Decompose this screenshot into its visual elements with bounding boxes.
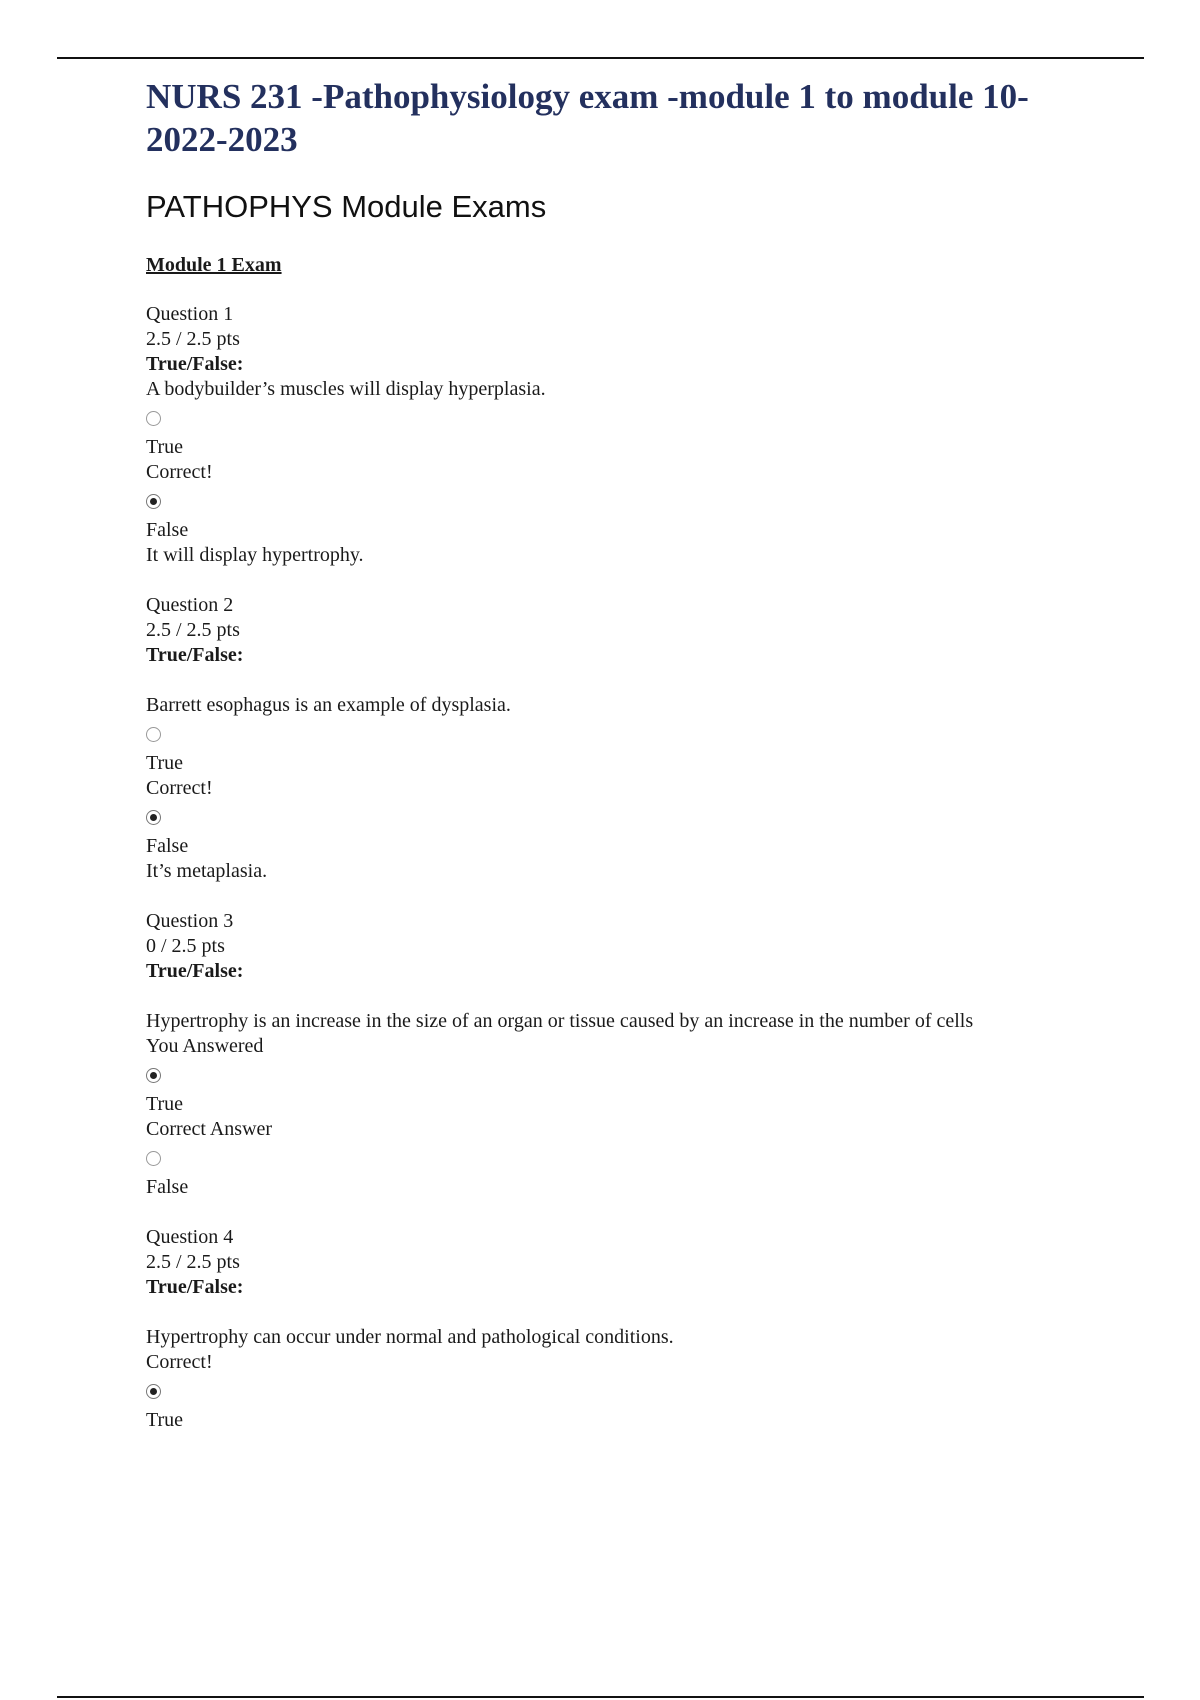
question-text: A bodybuilder’s muscles will display hyperplasia.: [146, 378, 546, 400]
option-radio-row: [146, 485, 1106, 518]
question-1: [146, 302, 1106, 568]
question-points: 2.5 / 2.5 pts: [146, 328, 240, 350]
option-radio-row: [146, 718, 1106, 751]
correct-marker: Correct!: [146, 461, 213, 483]
question-type: True/False:: [146, 1276, 244, 1298]
correct-answer-marker: Correct Answer: [146, 1118, 273, 1140]
question-points: 0 / 2.5 pts: [146, 935, 225, 957]
module-heading: Module 1 Exam: [146, 254, 282, 276]
you-answered-marker: You Answered: [146, 1035, 264, 1057]
option-label-false: False: [146, 835, 189, 857]
radio-false[interactable]: [146, 1151, 161, 1166]
question-type: True/False:: [146, 644, 244, 666]
radio-false[interactable]: [146, 810, 161, 825]
radio-true[interactable]: [146, 1384, 161, 1399]
radio-false[interactable]: [146, 494, 161, 509]
question-2: [146, 593, 1106, 884]
option-label-false: False: [146, 1176, 189, 1198]
question-text: Hypertrophy can occur under normal and pathological conditions.: [146, 1326, 674, 1348]
answer-feedback: It will display hypertrophy.: [146, 544, 364, 566]
option-label-true: True: [146, 1093, 184, 1115]
question-label: Question 4: [146, 1226, 234, 1248]
answer-feedback: It’s metaplasia.: [146, 860, 268, 882]
radio-true[interactable]: [146, 411, 161, 426]
question-points: 2.5 / 2.5 pts: [146, 1251, 240, 1273]
top-rule: [57, 57, 1144, 59]
question-label: Question 3: [146, 910, 234, 932]
question-points: 2.5 / 2.5 pts: [146, 619, 240, 641]
question-3: [146, 909, 1106, 1200]
option-label-true: True: [146, 436, 184, 458]
question-type: True/False:: [146, 353, 244, 375]
correct-marker: Correct!: [146, 777, 213, 799]
option-radio-row: [146, 1142, 1106, 1175]
document-body: [146, 75, 1106, 1433]
document-subtitle: PATHOPHYS Module Exams: [146, 189, 547, 224]
option-label-false: False: [146, 519, 189, 541]
option-radio-row: [146, 402, 1106, 435]
question-label: Question 1: [146, 303, 234, 325]
option-radio-row: [146, 801, 1106, 834]
radio-true[interactable]: [146, 727, 161, 742]
radio-true[interactable]: [146, 1068, 161, 1083]
correct-marker: Correct!: [146, 1351, 213, 1373]
option-label-true: True: [146, 1409, 184, 1431]
question-4: [146, 1225, 1106, 1433]
question-type: True/False:: [146, 960, 244, 982]
question-label: Question 2: [146, 594, 234, 616]
question-text: Hypertrophy is an increase in the size of an organ or tissue caused by an increase in the number of cells: [146, 1010, 974, 1032]
document-title: NURS 231 -Pathophysiology exam -module 1 to module 10-2022-2023: [146, 77, 1029, 159]
option-radio-row: [146, 1375, 1106, 1408]
question-text: Barrett esophagus is an example of dysplasia.: [146, 694, 511, 716]
bottom-rule: [57, 1696, 1144, 1698]
option-label-true: True: [146, 752, 184, 774]
option-radio-row: [146, 1059, 1106, 1092]
